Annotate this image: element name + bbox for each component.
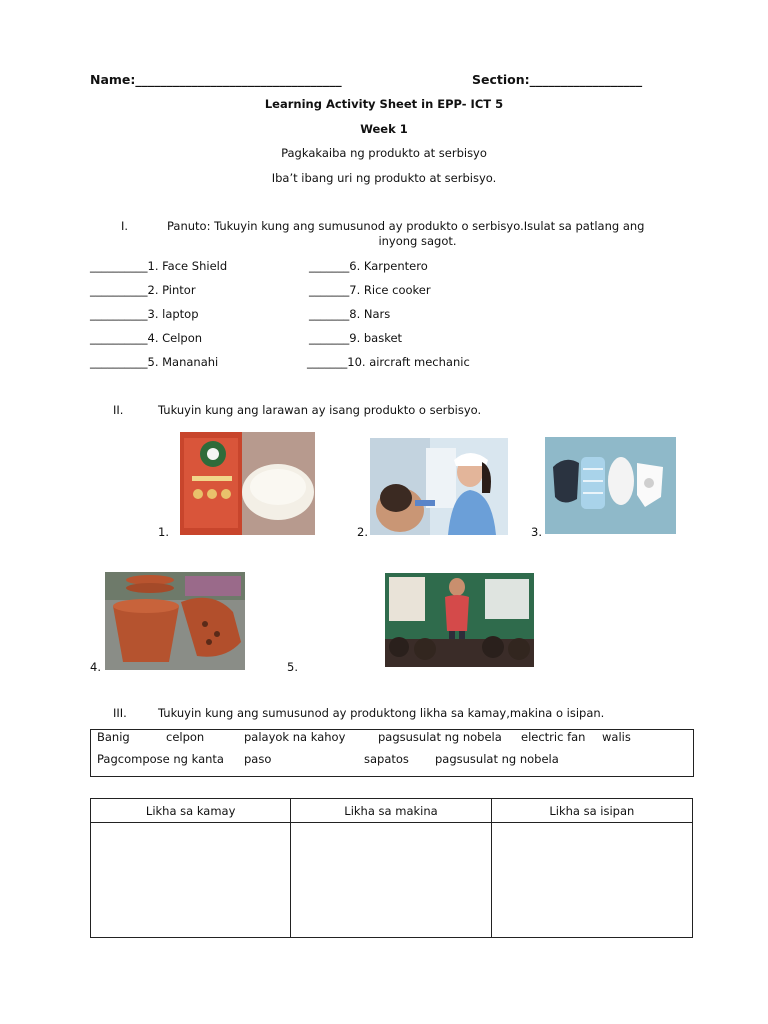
part1-item-2: __________2. Pintor xyxy=(90,283,196,297)
part1-item-10: _______10. aircraft mechanic xyxy=(307,355,470,369)
word-bank-item: walis xyxy=(602,730,631,744)
sheet-title: Learning Activity Sheet in EPP- ICT 5 xyxy=(264,97,504,111)
teacher-image xyxy=(385,573,534,667)
part3-numeral: III. xyxy=(113,706,127,720)
part1-item-4: __________4. Celpon xyxy=(90,331,203,345)
name-label xyxy=(90,72,342,87)
answer-cell-isipan[interactable] xyxy=(491,823,692,938)
word-bank-item: celpon xyxy=(166,730,205,744)
part1-item-6: _______6. Karpentero xyxy=(309,259,428,273)
week-label: Week 1 xyxy=(360,122,408,136)
subtitle-1: Pagkakaiba ng produkto at serbisyo xyxy=(281,146,487,160)
part1-instruction-line2: inyong sagot. xyxy=(378,234,457,248)
picture-label-2: 2. xyxy=(357,525,368,539)
word-bank-item: paso xyxy=(244,752,272,766)
picture-label-4: 4. xyxy=(90,660,101,674)
part2-numeral: II. xyxy=(113,403,124,417)
part1-numeral: I. xyxy=(121,219,129,233)
word-bank-item: sapatos xyxy=(364,752,409,766)
part1-instruction-line1: Panuto: Tukuyin kung ang sumusunod ay produkto o serbisyo.Isulat sa patlang ang xyxy=(167,219,645,233)
table-header-makina: Likha sa makina xyxy=(291,799,491,823)
rice-sack-image xyxy=(180,432,315,535)
part3-instruction: Tukuyin kung ang sumusunod ay produktong likha sa kamay,makina o isipan. xyxy=(158,706,605,720)
picture-label-5: 5. xyxy=(287,660,298,674)
table-header-kamay: Likha sa kamay xyxy=(91,799,291,823)
word-bank-item: Pagcompose ng kanta xyxy=(97,752,224,766)
word-bank-item: palayok na kahoy xyxy=(244,730,346,744)
picture-label-3: 3. xyxy=(531,525,542,539)
face-masks-image xyxy=(545,437,676,534)
word-bank-item: pagsusulat ng nobela xyxy=(378,730,502,744)
part1-item-1: __________1. Face Shield xyxy=(90,259,228,273)
section-blank: __________________ xyxy=(529,72,643,87)
picture-label-1: 1. xyxy=(158,525,169,539)
section-label-text: Section: xyxy=(472,72,530,87)
word-bank-item: Banig xyxy=(97,730,130,744)
part1-item-7: _______7. Rice cooker xyxy=(309,283,431,297)
word-bank-item: pagsusulat ng nobela xyxy=(435,752,559,766)
word-bank-item: electric fan xyxy=(521,730,586,744)
classification-table xyxy=(90,798,693,938)
part1-item-5: __________5. Mananahi xyxy=(90,355,219,369)
subtitle-2: Iba’t ibang uri ng produkto at serbisyo. xyxy=(271,171,497,185)
answer-cell-kamay[interactable] xyxy=(91,823,291,938)
dentist-image xyxy=(370,438,508,535)
part2-instruction: Tukuyin kung ang larawan ay isang produkto o serbisyo. xyxy=(158,403,482,417)
name-blank: _________________________________ xyxy=(135,72,342,87)
section-label xyxy=(472,72,642,87)
plant-pots-image xyxy=(105,572,245,670)
part1-item-8: _______8. Nars xyxy=(309,307,391,321)
table-header-isipan: Likha sa isipan xyxy=(491,799,692,823)
name-label-text: Name: xyxy=(90,72,136,87)
part1-item-9: _______9. basket xyxy=(309,331,403,345)
answer-cell-makina[interactable] xyxy=(291,823,491,938)
part1-item-3: __________3. laptop xyxy=(90,307,199,321)
